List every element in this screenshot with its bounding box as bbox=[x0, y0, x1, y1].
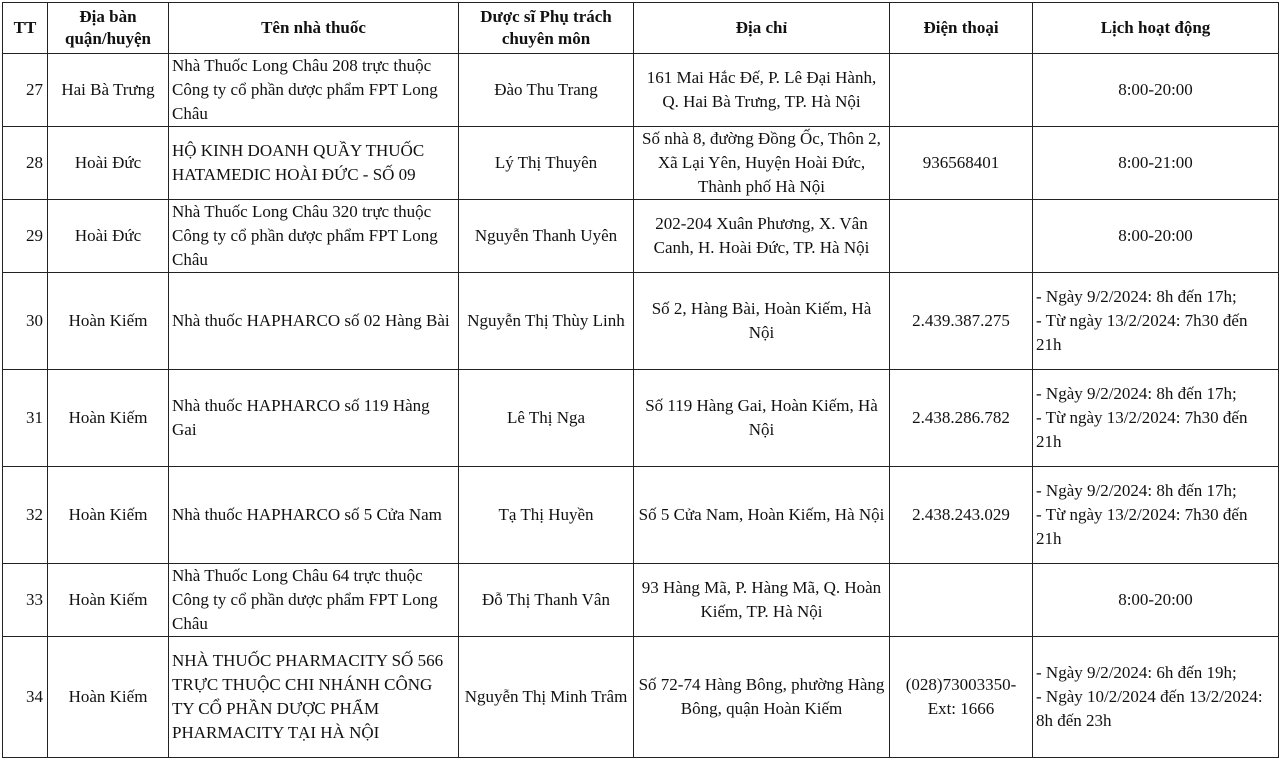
cell-district: Hai Bà Trưng bbox=[48, 54, 169, 127]
cell-pharmacy-name: NHÀ THUỐC PHARMACITY SỐ 566 TRỰC THUỘC CHI NHÁNH CÔNG TY CỔ PHẦN DƯỢC PHẨM PHARMACITY TẠI HÀ NỘI bbox=[169, 637, 459, 758]
cell-pharmacist: Nguyễn Thị Minh Trâm bbox=[459, 637, 634, 758]
cell-tt: 30 bbox=[3, 273, 48, 370]
cell-pharmacist: Lý Thị Thuyên bbox=[459, 127, 634, 200]
cell-tt: 28 bbox=[3, 127, 48, 200]
header-row bbox=[3, 3, 1279, 54]
cell-pharmacy-name: Nhà Thuốc Long Châu 320 trực thuộc Công ty cổ phần dược phẩm FPT Long Châu bbox=[169, 200, 459, 273]
cell-district: Hoàn Kiếm bbox=[48, 467, 169, 564]
table-row bbox=[3, 370, 1279, 467]
cell-address: Số 5 Cửa Nam, Hoàn Kiếm, Hà Nội bbox=[634, 467, 890, 564]
cell-tt: 27 bbox=[3, 54, 48, 127]
cell-district: Hoàn Kiếm bbox=[48, 273, 169, 370]
schedule-line: 8:00-20:00 bbox=[1118, 590, 1193, 609]
cell-tt: 33 bbox=[3, 564, 48, 637]
cell-tt: 34 bbox=[3, 637, 48, 758]
cell-tt: 29 bbox=[3, 200, 48, 273]
header-district: Địa bàn quận/huyện bbox=[48, 3, 169, 54]
cell-schedule bbox=[1033, 200, 1279, 273]
cell-phone: 936568401 bbox=[890, 127, 1033, 200]
table-row bbox=[3, 127, 1279, 200]
cell-schedule bbox=[1033, 564, 1279, 637]
schedule-line: - Từ ngày 13/2/2024: 7h30 đến 21h bbox=[1036, 505, 1248, 548]
cell-phone: 2.438.286.782 bbox=[890, 370, 1033, 467]
schedule-line: - Từ ngày 13/2/2024: 7h30 đến 21h bbox=[1036, 311, 1248, 354]
header-pharmacist: Dược sĩ Phụ trách chuyên môn bbox=[459, 3, 634, 54]
header-address: Địa chỉ bbox=[634, 3, 890, 54]
cell-pharmacist: Đào Thu Trang bbox=[459, 54, 634, 127]
schedule-line: 8:00-20:00 bbox=[1118, 226, 1193, 245]
schedule-line: 8:00-20:00 bbox=[1118, 80, 1193, 99]
cell-pharmacist: Nguyễn Thanh Uyên bbox=[459, 200, 634, 273]
cell-pharmacist: Lê Thị Nga bbox=[459, 370, 634, 467]
cell-pharmacist: Nguyễn Thị Thùy Linh bbox=[459, 273, 634, 370]
cell-district: Hoàn Kiếm bbox=[48, 370, 169, 467]
cell-address: Số nhà 8, đường Đồng Ốc, Thôn 2, Xã Lại Yên, Huyện Hoài Đức, Thành phố Hà Nội bbox=[634, 127, 890, 200]
pharmacy-table bbox=[2, 2, 1279, 758]
cell-pharmacy-name: HỘ KINH DOANH QUẦY THUỐC HATAMEDIC HOÀI ĐỨC - SỐ 09 bbox=[169, 127, 459, 200]
header-tt: TT bbox=[3, 3, 48, 54]
header-schedule: Lịch hoạt động bbox=[1033, 3, 1279, 54]
header-pharmacy-name: Tên nhà thuốc bbox=[169, 3, 459, 54]
table-row bbox=[3, 564, 1279, 637]
header-phone: Điện thoại bbox=[890, 3, 1033, 54]
table-row bbox=[3, 200, 1279, 273]
table-row bbox=[3, 273, 1279, 370]
cell-address: Số 2, Hàng Bài, Hoàn Kiếm, Hà Nội bbox=[634, 273, 890, 370]
cell-address: Số 72-74 Hàng Bông, phường Hàng Bông, quận Hoàn Kiếm bbox=[634, 637, 890, 758]
cell-phone bbox=[890, 54, 1033, 127]
cell-district: Hoàn Kiếm bbox=[48, 637, 169, 758]
schedule-line: - Ngày 10/2/2024 đến 13/2/2024: 8h đến 23h bbox=[1036, 687, 1263, 730]
schedule-line: - Ngày 9/2/2024: 6h đến 19h; bbox=[1036, 663, 1237, 682]
cell-schedule bbox=[1033, 54, 1279, 127]
table-row bbox=[3, 637, 1279, 758]
cell-schedule bbox=[1033, 370, 1279, 467]
schedule-line: - Ngày 9/2/2024: 8h đến 17h; bbox=[1036, 384, 1237, 403]
cell-phone: (028)73003350-Ext: 1666 bbox=[890, 637, 1033, 758]
cell-address: 161 Mai Hắc Đế, P. Lê Đại Hành, Q. Hai Bà Trưng, TP. Hà Nội bbox=[634, 54, 890, 127]
cell-phone bbox=[890, 200, 1033, 273]
cell-schedule bbox=[1033, 637, 1279, 758]
table-row bbox=[3, 467, 1279, 564]
cell-phone: 2.438.243.029 bbox=[890, 467, 1033, 564]
cell-district: Hoàn Kiếm bbox=[48, 564, 169, 637]
cell-tt: 31 bbox=[3, 370, 48, 467]
cell-pharmacist: Tạ Thị Huyền bbox=[459, 467, 634, 564]
table-row bbox=[3, 54, 1279, 127]
cell-tt: 32 bbox=[3, 467, 48, 564]
cell-address: 202-204 Xuân Phương, X. Vân Canh, H. Hoài Đức, TP. Hà Nội bbox=[634, 200, 890, 273]
cell-phone: 2.439.387.275 bbox=[890, 273, 1033, 370]
schedule-line: 8:00-21:00 bbox=[1118, 153, 1193, 172]
cell-pharmacist: Đỗ Thị Thanh Vân bbox=[459, 564, 634, 637]
cell-phone bbox=[890, 564, 1033, 637]
cell-district: Hoài Đức bbox=[48, 127, 169, 200]
schedule-line: - Ngày 9/2/2024: 8h đến 17h; bbox=[1036, 287, 1237, 306]
cell-schedule bbox=[1033, 127, 1279, 200]
cell-pharmacy-name: Nhà thuốc HAPHARCO số 119 Hàng Gai bbox=[169, 370, 459, 467]
cell-district: Hoài Đức bbox=[48, 200, 169, 273]
schedule-line: - Ngày 9/2/2024: 8h đến 17h; bbox=[1036, 481, 1237, 500]
cell-pharmacy-name: Nhà thuốc HAPHARCO số 02 Hàng Bài bbox=[169, 273, 459, 370]
cell-address: Số 119 Hàng Gai, Hoàn Kiếm, Hà Nội bbox=[634, 370, 890, 467]
cell-pharmacy-name: Nhà thuốc HAPHARCO số 5 Cửa Nam bbox=[169, 467, 459, 564]
schedule-line: - Từ ngày 13/2/2024: 7h30 đến 21h bbox=[1036, 408, 1248, 451]
cell-address: 93 Hàng Mã, P. Hàng Mã, Q. Hoàn Kiếm, TP. Hà Nội bbox=[634, 564, 890, 637]
cell-pharmacy-name: Nhà Thuốc Long Châu 208 trực thuộc Công ty cổ phần dược phẩm FPT Long Châu bbox=[169, 54, 459, 127]
cell-pharmacy-name: Nhà Thuốc Long Châu 64 trực thuộc Công ty cổ phần dược phẩm FPT Long Châu bbox=[169, 564, 459, 637]
cell-schedule bbox=[1033, 467, 1279, 564]
cell-schedule bbox=[1033, 273, 1279, 370]
